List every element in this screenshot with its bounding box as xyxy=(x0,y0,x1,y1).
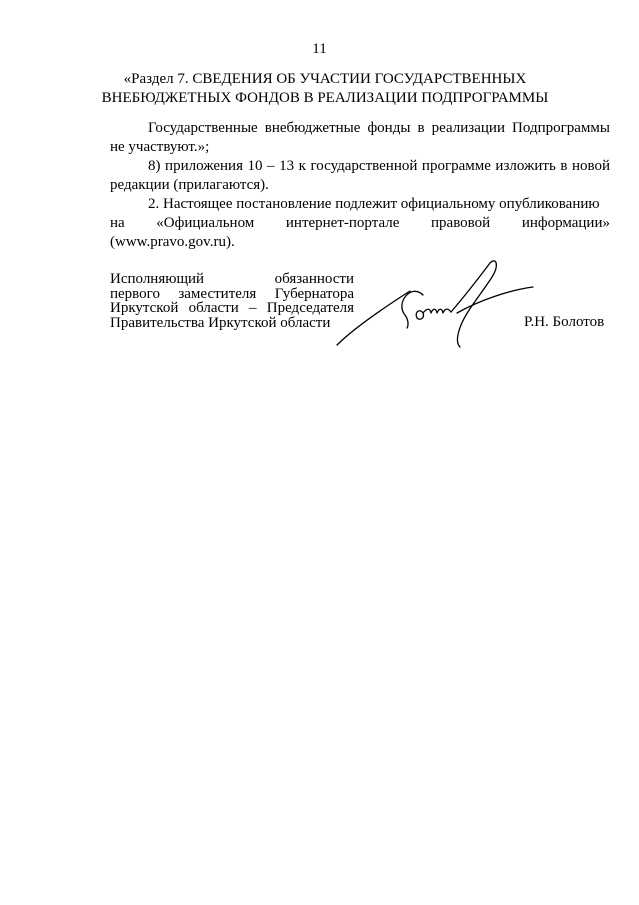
publication-word: на xyxy=(110,215,125,231)
signatory-word: Исполняющий xyxy=(110,271,205,287)
section-heading xyxy=(90,70,560,108)
signatory-word: заместителя xyxy=(178,285,257,302)
signer-name: Р.Н. Болотов xyxy=(524,314,605,330)
section-heading-line-2: ВНЕБЮДЖЕТНЫХ ФОНДОВ В РЕАЛИЗАЦИИ ПОДПРОГРАММЫ xyxy=(101,90,549,106)
signatory-word: Иркутской xyxy=(110,300,179,316)
publication-word: интернет-портале xyxy=(285,215,400,231)
handwritten-signature-icon xyxy=(335,255,535,365)
paragraph-appendices: 8) приложения 10 – 13 к государственной программе изложить в новой редакции (прилагаются). xyxy=(110,158,610,193)
signatory-word: первого xyxy=(110,285,160,302)
paragraph-funds: Государственные внебюджетные фонды в реализации Подпрограммы не участвуют.»; xyxy=(110,120,610,155)
signatory-title-line-3 xyxy=(110,301,354,316)
signatory-word: – xyxy=(249,300,257,316)
signatory-word: области xyxy=(188,300,239,316)
signatory-word: Председателя xyxy=(266,300,354,316)
signatory-word: Губернатора xyxy=(274,285,354,302)
paragraph-publication-line-3: (www.pravo.gov.ru). xyxy=(110,234,235,250)
signatory-title-line-1 xyxy=(110,272,354,287)
section-heading-line-1: «Раздел 7. СВЕДЕНИЯ ОБ УЧАСТИИ ГОСУДАРСТВЕННЫХ xyxy=(123,71,527,87)
publication-word: правовой xyxy=(431,215,491,231)
paragraph-publication-line-2 xyxy=(110,214,610,233)
signatory-title xyxy=(110,272,354,330)
signatory-title-line-4: Правительства Иркутской области xyxy=(110,314,331,331)
signatory-word: обязанности xyxy=(274,271,354,287)
publication-word: информации» xyxy=(521,215,610,231)
paragraph-publication-line-1: 2. Настоящее постановление подлежит официальному опубликованию xyxy=(148,196,600,212)
publication-word: «Официальном xyxy=(156,215,255,231)
body-text xyxy=(110,119,610,252)
page-number: 11 xyxy=(312,41,327,57)
signatory-title-line-2 xyxy=(110,287,354,302)
